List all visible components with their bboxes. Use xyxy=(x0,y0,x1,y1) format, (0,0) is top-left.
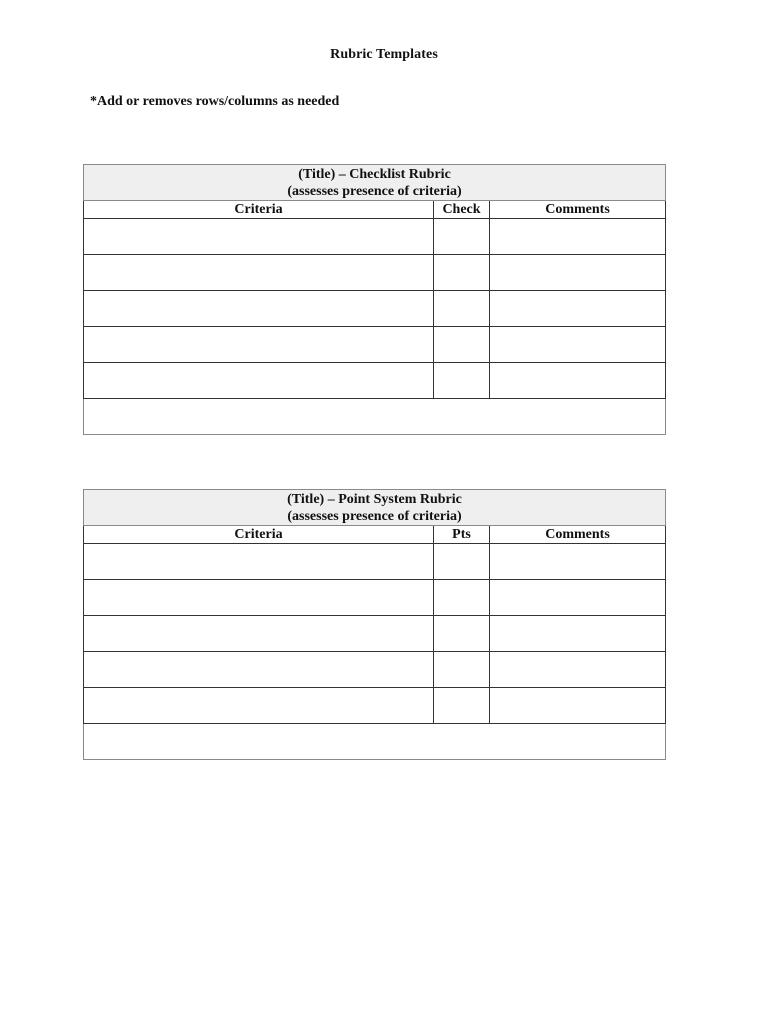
pts-cell[interactable] xyxy=(434,544,490,580)
comments-cell[interactable] xyxy=(490,652,666,688)
column-header-criteria: Criteria xyxy=(84,201,434,219)
comments-cell[interactable] xyxy=(490,255,666,291)
criteria-cell[interactable] xyxy=(84,688,434,724)
table-row xyxy=(84,291,666,327)
comments-cell[interactable] xyxy=(490,544,666,580)
comments-cell[interactable] xyxy=(490,580,666,616)
column-header-comments: Comments xyxy=(490,526,666,544)
rubric-title: (Title) – Point System Rubric xyxy=(287,491,462,507)
rubric-title-row xyxy=(84,165,666,201)
rubric-title-row xyxy=(84,490,666,526)
column-header-criteria: Criteria xyxy=(84,526,434,544)
criteria-cell[interactable] xyxy=(84,219,434,255)
table-row xyxy=(84,688,666,724)
column-header-comments: Comments xyxy=(490,201,666,219)
rubric-header-row xyxy=(84,201,666,219)
checklist-rubric-table xyxy=(83,164,666,435)
criteria-cell[interactable] xyxy=(84,652,434,688)
criteria-cell[interactable] xyxy=(84,616,434,652)
rubric-title-cell[interactable] xyxy=(84,165,666,201)
table-row xyxy=(84,616,666,652)
check-cell[interactable] xyxy=(434,291,490,327)
criteria-cell[interactable] xyxy=(84,255,434,291)
table-row xyxy=(84,363,666,399)
criteria-cell[interactable] xyxy=(84,544,434,580)
rubric-footer-row xyxy=(84,724,666,760)
check-cell[interactable] xyxy=(434,219,490,255)
check-cell[interactable] xyxy=(434,363,490,399)
instruction-note: *Add or removes rows/columns as needed xyxy=(90,94,340,109)
check-cell[interactable] xyxy=(434,255,490,291)
comments-cell[interactable] xyxy=(490,219,666,255)
total-cell[interactable] xyxy=(84,399,666,435)
table-row xyxy=(84,652,666,688)
pts-cell[interactable] xyxy=(434,580,490,616)
check-cell[interactable] xyxy=(434,327,490,363)
comments-cell[interactable] xyxy=(490,363,666,399)
rubric-header-row xyxy=(84,526,666,544)
point-system-rubric-table xyxy=(83,489,666,760)
table-row xyxy=(84,544,666,580)
rubric-title: (Title) – Checklist Rubric xyxy=(298,166,451,182)
criteria-cell[interactable] xyxy=(84,363,434,399)
page-title: Rubric Templates xyxy=(330,47,438,62)
rubric-footer-row xyxy=(84,399,666,435)
pts-cell[interactable] xyxy=(434,616,490,652)
table-row xyxy=(84,219,666,255)
comments-cell[interactable] xyxy=(490,291,666,327)
pts-cell[interactable] xyxy=(434,652,490,688)
criteria-cell[interactable] xyxy=(84,291,434,327)
criteria-cell[interactable] xyxy=(84,327,434,363)
criteria-cell[interactable] xyxy=(84,580,434,616)
table-row xyxy=(84,580,666,616)
total-cell[interactable] xyxy=(84,724,666,760)
rubric-subtitle: (assesses presence of criteria) xyxy=(287,508,462,524)
column-header-check: Check xyxy=(434,201,490,219)
table-row xyxy=(84,255,666,291)
table-row xyxy=(84,327,666,363)
rubric-title-cell[interactable] xyxy=(84,490,666,526)
comments-cell[interactable] xyxy=(490,327,666,363)
rubric-subtitle: (assesses presence of criteria) xyxy=(287,183,462,199)
pts-cell[interactable] xyxy=(434,688,490,724)
comments-cell[interactable] xyxy=(490,616,666,652)
comments-cell[interactable] xyxy=(490,688,666,724)
column-header-pts: Pts xyxy=(434,526,490,544)
